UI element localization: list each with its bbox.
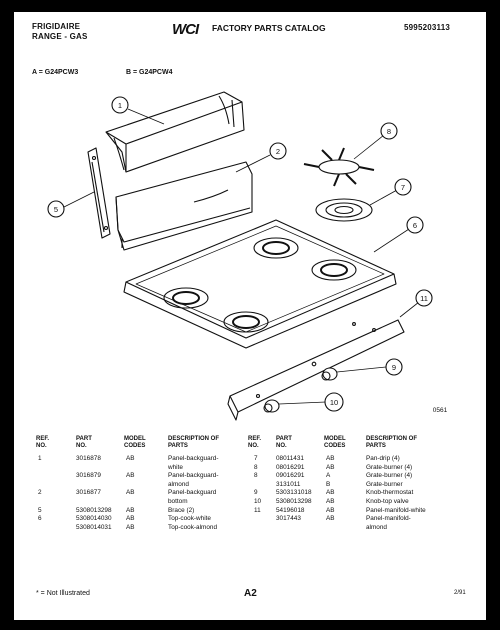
cell-desc: bottom	[168, 498, 188, 505]
cell-desc: Panel-backguard	[168, 489, 217, 497]
cell-ref: 1	[38, 455, 42, 462]
brand-name: FRIGIDAIRE	[32, 22, 81, 31]
wci-logo: WCI	[172, 21, 199, 38]
model-a: A = G24PCW3	[32, 69, 79, 76]
cell-desc: almond	[366, 523, 387, 531]
cell-desc: Knob-thermostat	[366, 489, 414, 497]
model-b: B = G24PCW4	[126, 69, 173, 76]
header-part-right: PART NO.	[276, 436, 292, 449]
cell-ref: 9	[254, 489, 258, 497]
part-cooktop	[124, 220, 396, 348]
cell-desc: Panel-backguard-	[168, 455, 219, 462]
header-model-left: MODEL CODES	[124, 436, 146, 449]
cell-code: AB	[326, 506, 335, 514]
exploded-parts-diagram	[14, 12, 486, 432]
cell-code: AB	[126, 472, 135, 480]
part-knob-thermostat	[322, 368, 337, 380]
cell-part: 5308013298	[276, 498, 312, 505]
callout-8: 8	[386, 127, 392, 136]
figure-code: 0561	[432, 407, 448, 414]
cell-part: 08011431	[276, 455, 304, 462]
footnote: * = Not Illustrated	[36, 590, 90, 597]
callout-5: 5	[53, 205, 59, 214]
revision-date: 2/91	[454, 590, 466, 596]
cell-code: A	[326, 472, 331, 480]
cell-part: 3016879	[76, 472, 101, 480]
header-desc-right: DESCRIPTION OF PARTS	[366, 436, 418, 449]
part-backguard-bottom	[116, 162, 252, 250]
cell-desc: Panel-backguard-	[168, 472, 219, 480]
cell-desc: Top-cook-almond	[168, 523, 218, 531]
catalog-title: FACTORY PARTS CATALOG	[212, 23, 326, 33]
part-manifold-panel	[228, 320, 404, 420]
cell-ref: 8	[254, 463, 258, 471]
cell-desc: Knob-top valve	[366, 498, 409, 505]
cell-part: 3131011	[276, 480, 301, 488]
callout-9: 9	[391, 363, 397, 372]
cell-code: AB	[126, 515, 135, 523]
cell-desc: Grate-burner (4)	[366, 472, 413, 480]
cell-part: 08016291	[276, 463, 305, 471]
cell-code: AB	[326, 489, 335, 497]
cell-code: AB	[326, 463, 335, 471]
callout-7: 7	[400, 183, 406, 192]
product-type: RANGE - GAS	[32, 32, 88, 41]
header-ref-right: REF. NO.	[248, 436, 262, 449]
callout-10: 10	[329, 398, 339, 407]
part-knob-top-valve	[264, 400, 279, 412]
cell-code: AB	[326, 498, 335, 505]
header-desc-left: DESCRIPTION OF PARTS	[168, 436, 220, 449]
cell-ref: 10	[254, 498, 262, 505]
cell-part: 54196018	[276, 506, 305, 514]
cell-desc: Top-cook-white	[168, 515, 211, 523]
cell-code: AB	[126, 523, 135, 531]
cell-code: AB	[126, 455, 135, 462]
cell-part: 5303131018	[276, 489, 312, 497]
callout-11: 11	[420, 294, 428, 303]
catalog-number: 5995203113	[404, 23, 451, 32]
cell-part: 5308014030	[76, 515, 112, 523]
cell-ref: 8	[254, 472, 258, 480]
cell-part: 3017443	[276, 515, 301, 523]
cell-part: 3016878	[76, 455, 101, 462]
cell-desc: Grate-burner	[366, 480, 403, 488]
cell-code: AB	[326, 515, 335, 523]
callout-2: 2	[275, 147, 281, 156]
cell-desc: Panel-manifold-white	[366, 506, 426, 514]
cell-ref: 11	[254, 506, 261, 514]
cell-code: AB	[326, 455, 335, 462]
callout-1: 1	[117, 101, 123, 110]
page-number: A2	[244, 588, 257, 599]
header-ref-left: REF. NO.	[36, 436, 50, 449]
header-part-left: PART NO.	[76, 436, 92, 449]
cell-desc: white	[168, 463, 183, 471]
cell-desc: almond	[168, 480, 189, 488]
cell-ref: 6	[38, 515, 42, 523]
cell-code: AB	[126, 489, 135, 497]
cell-desc: Panel-manifold-	[366, 515, 411, 523]
part-burner-grate	[304, 148, 374, 186]
parts-catalog-page	[14, 12, 486, 620]
cell-part: 09016291	[276, 472, 305, 480]
cell-ref: 2	[38, 489, 42, 497]
cell-desc: Grate-burner (4)	[366, 463, 413, 471]
cell-code: AB	[126, 506, 135, 514]
cell-code: B	[326, 480, 331, 488]
cell-ref: 5	[38, 506, 42, 514]
cell-part: 5308014031	[76, 523, 112, 531]
part-drip-pan	[316, 199, 372, 221]
cell-desc: Brace (2)	[168, 506, 195, 514]
header-model-right: MODEL CODES	[324, 436, 346, 449]
cell-part: 5308013298	[76, 506, 112, 514]
cell-part: 3016877	[76, 489, 101, 497]
cell-desc: Pan-drip (4)	[366, 455, 400, 462]
callout-6: 6	[412, 221, 418, 230]
cell-ref: 7	[254, 455, 258, 462]
